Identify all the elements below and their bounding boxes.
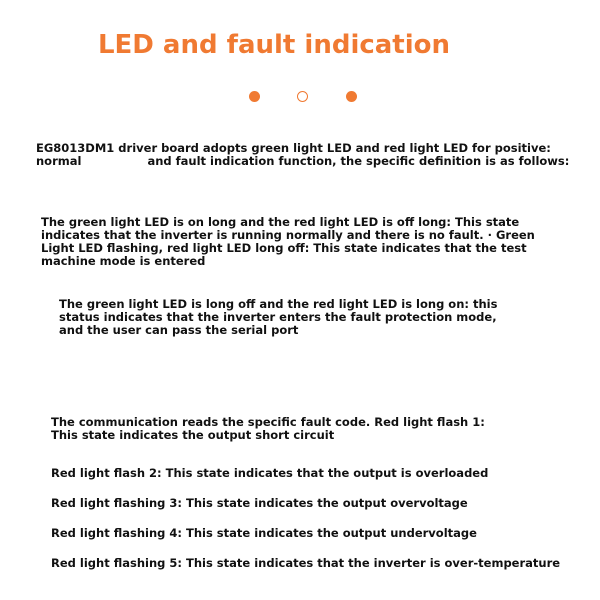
pager-dot-1 <box>249 91 260 102</box>
pager-dot-3 <box>346 91 357 102</box>
intro-line-2 <box>36 155 576 168</box>
green-normal-paragraph: The green light LED is on long and the red light LED is off long: This state indicates that the inverter is running normally and there is no fault. · Green Light LED flashing, red light LED long off: This state indicates that the test machine mode is entered <box>41 215 535 268</box>
flash-3-paragraph: Red light flashing 3: This state indicates the output overvoltage <box>51 496 468 510</box>
pager-dot-2 <box>297 91 308 102</box>
red-fault-paragraph: The green light LED is long off and the red light LED is long on: this status indicates that the inverter enters the fault protection mode, and the user can pass the serial port <box>59 297 498 337</box>
flash-2-paragraph: Red light flash 2: This state indicates that the output is overloaded <box>51 466 489 480</box>
flash-5-paragraph: Red light flashing 5: This state indicates that the inverter is over-temperature <box>51 556 561 570</box>
intro-line-1: EG8013DM1 driver board adopts green light LED and red light LED for positive: <box>36 141 551 155</box>
pager-dots <box>0 91 600 103</box>
flash-1-paragraph: The communication reads the specific fault code. Red light flash 1: This state indicates the output short circuit <box>51 415 485 442</box>
flash-4-paragraph: Red light flashing 4: This state indicates the output undervoltage <box>51 526 477 540</box>
page-title: LED and fault indication <box>97 30 451 60</box>
intro-line-2-end: and fault indication function, the specific definition is as follows: <box>147 154 570 168</box>
intro-paragraph <box>36 142 576 168</box>
intro-line-2-start: normal <box>36 154 82 168</box>
